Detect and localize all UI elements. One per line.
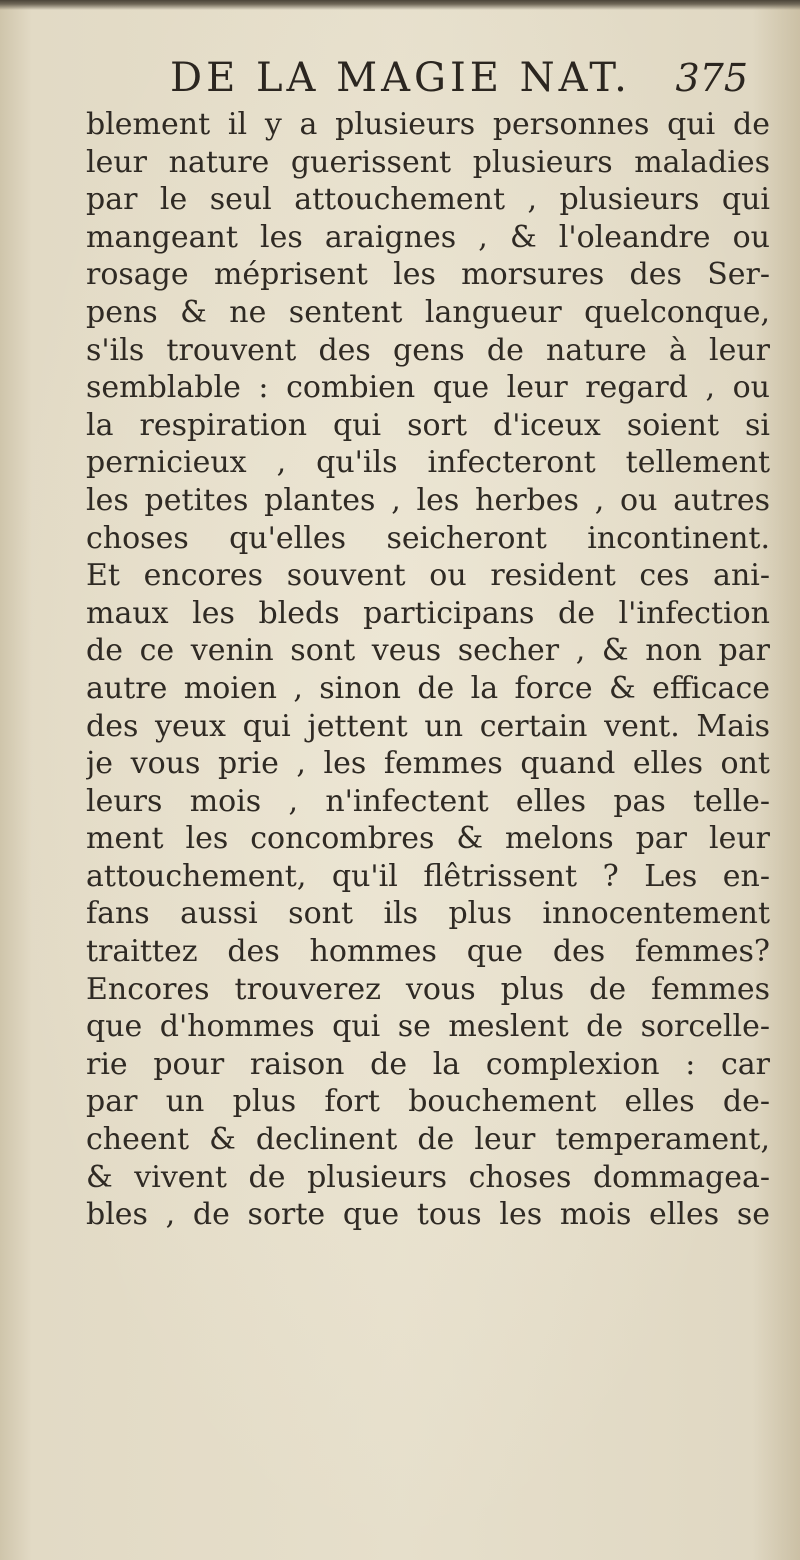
text-line: semblable : combien que leur regard , ou [86,370,770,406]
text-line: autre moien , sinon de la force & efficace [86,670,770,706]
text-line: pens & ne sentent langueur quelconque, [86,294,770,330]
page-header [170,52,770,104]
text-line: pernicieux , qu'ils infecteront tellement [86,445,770,481]
text-line: Et encores souvent ou resident ces ani- [86,558,770,594]
text-line: que d'hommes qui se meslent de sorcelle- [86,1009,770,1045]
text-line: ment les concombres & melons par leur [86,821,770,857]
text-line: maux les bleds participans de l'infection [86,595,770,631]
text-line: rosage méprisent les morsures des Ser- [86,257,770,293]
text-line: fans aussi sont ils plus innocentement [86,896,770,932]
text-line: s'ils trouvent des gens de nature à leur [86,332,770,368]
text-line: & vivent de plusieurs choses dommagea- [86,1159,770,1195]
text-line: des yeux qui jettent un certain vent. Mais [86,708,770,744]
text-line: les petites plantes , les herbes , ou autres [86,482,770,518]
page-number: 375 [675,56,748,100]
text-line: la respiration qui sort d'iceux soient si [86,407,770,443]
page-top-edge [0,0,800,10]
text-line: blement il y a plusieurs personnes qui de [86,107,770,142]
text-line: traittez des hommes que des femmes? [86,934,770,970]
text-line: de ce venin sont veus secher , & non par [86,633,770,669]
running-head: DE LA MAGIE NAT. [170,55,631,101]
text-line: Encores trouverez vous plus de femmes [86,971,770,1007]
text-line: mangeant les araignes , & l'oleandre ou [86,219,770,255]
text-line: cheent & declinent de leur temperament, [86,1122,770,1158]
text-line: rie pour raison de la complexion : car [86,1046,770,1082]
text-line: par un plus fort bouchement elles de- [86,1084,770,1120]
body-text [86,106,770,1234]
text-line: bles , de sorte que tous les mois elles se [86,1197,770,1233]
text-line: leur nature guerissent plusieurs maladies [86,144,770,180]
text-line: je vous prie , les femmes quand elles ont [86,746,770,782]
text-line: par le seul attouchement , plusieurs qui [86,182,770,218]
text-line: attouchement, qu'il flêtrissent ? Les en- [86,858,770,894]
text-line: choses qu'elles seicheront incontinent. [86,520,770,556]
text-line: leurs mois , n'infectent elles pas telle- [86,783,770,819]
